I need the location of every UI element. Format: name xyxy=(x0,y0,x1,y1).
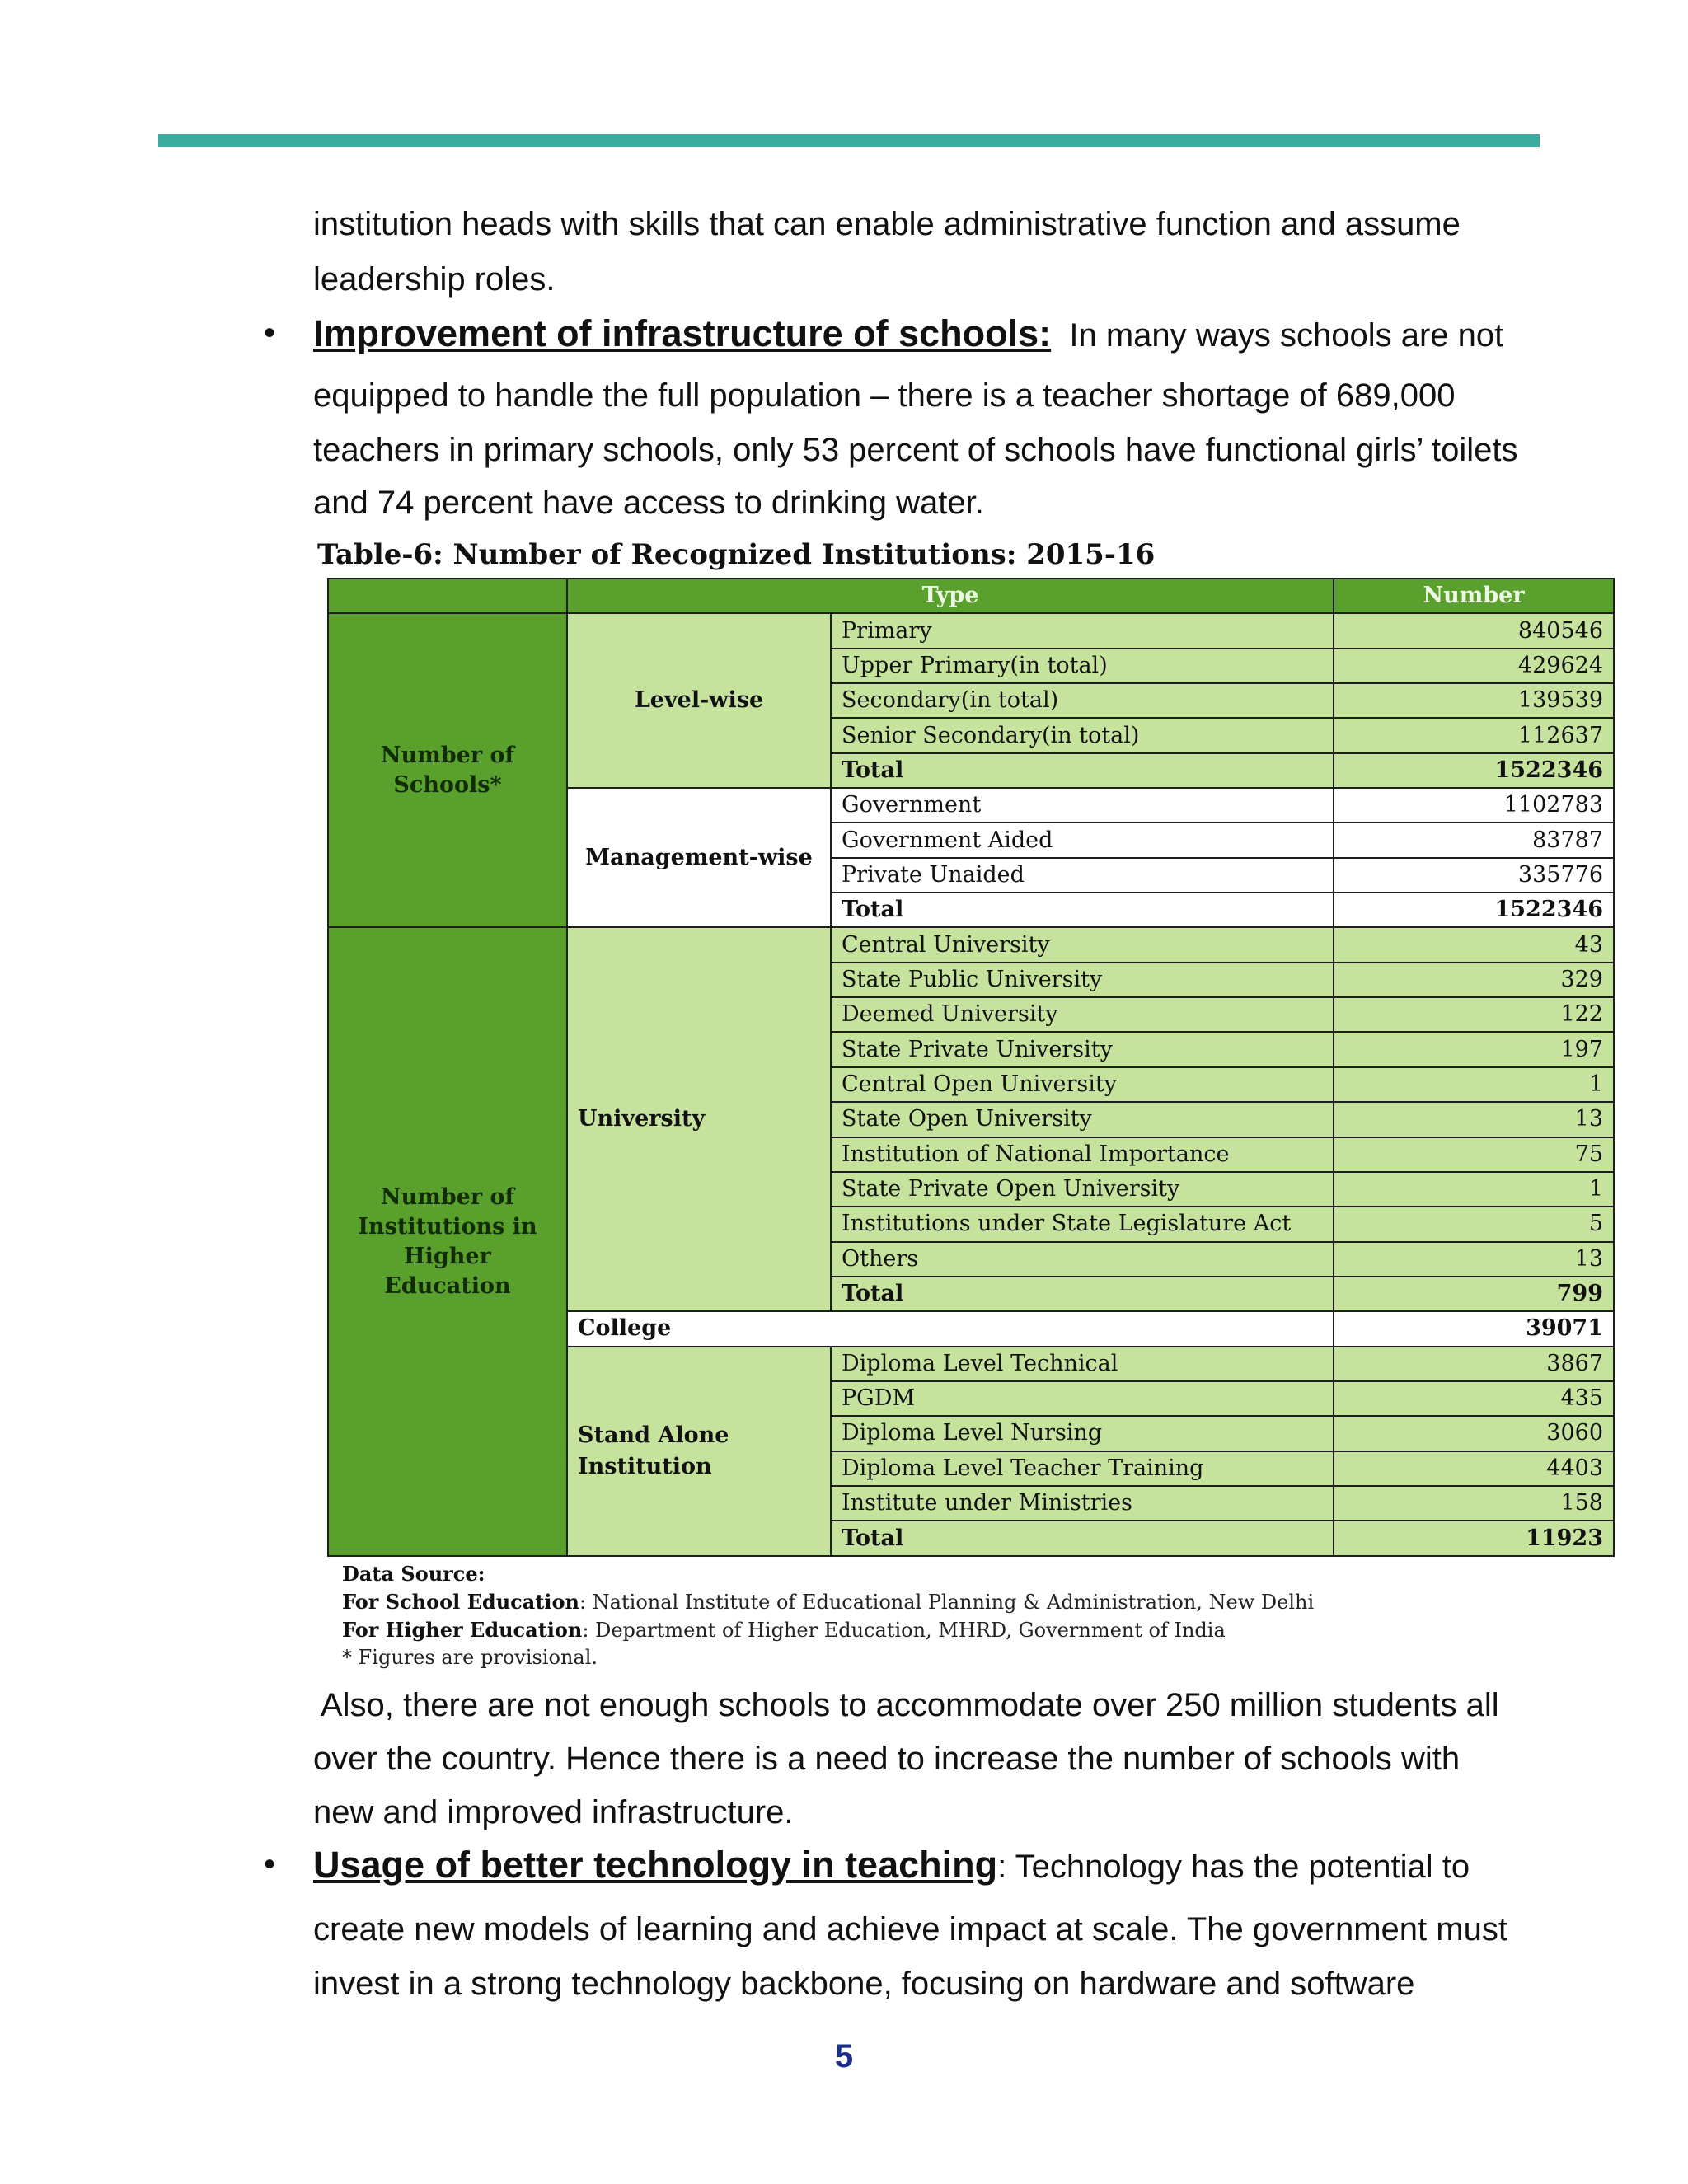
source-higher-line xyxy=(342,1616,1496,1644)
college-number: 39071 xyxy=(1334,1311,1614,1346)
type-cell: State Open University xyxy=(831,1102,1334,1137)
total-type-cell: Total xyxy=(831,893,1334,927)
total-number-cell: 1522346 xyxy=(1334,753,1614,788)
number-cell: 122 xyxy=(1334,997,1614,1032)
body-line: new and improved infrastructure. xyxy=(313,1794,794,1830)
number-cell: 335776 xyxy=(1334,858,1614,893)
source-school-label: For School Education xyxy=(342,1590,579,1614)
type-cell: Institutions under State Legislature Act xyxy=(831,1207,1334,1241)
number-cell: 4403 xyxy=(1334,1451,1614,1486)
type-cell: Upper Primary(in total) xyxy=(831,649,1334,683)
type-cell: Diploma Level Nursing xyxy=(831,1416,1334,1451)
total-number-cell: 1522346 xyxy=(1334,893,1614,927)
management-wise-label: Management-wise xyxy=(567,788,831,927)
type-cell: Diploma Level Technical xyxy=(831,1347,1334,1381)
standalone-label: Stand Alone Institution xyxy=(567,1347,831,1556)
bullet-heading-line xyxy=(313,1838,1632,1894)
section-heading-infrastructure: Improvement of infrastructure of schools: xyxy=(313,312,1052,354)
type-cell: Deemed University xyxy=(831,997,1334,1032)
body-line: create new models of learning and achieve impact at scale. The government must xyxy=(313,1911,1507,1947)
institutions-table xyxy=(327,578,1615,1557)
type-cell: Central University xyxy=(831,927,1334,962)
source-school-text: : National Institute of Educational Planning & Administration, New Delhi xyxy=(579,1591,1315,1614)
total-type-cell: Total xyxy=(831,753,1334,788)
number-cell: 840546 xyxy=(1334,613,1614,648)
number-cell: 197 xyxy=(1334,1032,1614,1066)
university-label: University xyxy=(567,927,831,1311)
bullet-heading-line xyxy=(313,307,1632,363)
header-rule xyxy=(158,134,1540,147)
number-cell: 75 xyxy=(1334,1137,1614,1172)
number-cell: 112637 xyxy=(1334,718,1614,752)
body-line: institution heads with skills that can enable administrative function and assume xyxy=(313,206,1461,242)
type-cell: Primary xyxy=(831,613,1334,648)
total-type-cell: Total xyxy=(831,1521,1334,1556)
data-source-note xyxy=(342,1560,1496,1671)
bullet-glyph: • xyxy=(264,315,276,351)
number-cell: 435 xyxy=(1334,1381,1614,1416)
type-cell: State Private University xyxy=(831,1032,1334,1066)
number-cell: 429624 xyxy=(1334,649,1614,683)
source-school-line xyxy=(342,1588,1496,1616)
number-cell: 13 xyxy=(1334,1242,1614,1277)
table-header-row xyxy=(328,579,1614,613)
body-line: equipped to handle the full population – there is a teacher shortage of 689,000 xyxy=(313,377,1456,414)
bullet-glyph: • xyxy=(264,1846,276,1882)
number-cell: 83787 xyxy=(1334,823,1614,857)
type-cell: State Public University xyxy=(831,963,1334,997)
provisional-note: * Figures are provisional. xyxy=(342,1646,598,1669)
type-cell: Government xyxy=(831,788,1334,823)
type-cell: PGDM xyxy=(831,1381,1334,1416)
number-cell: 5 xyxy=(1334,1207,1614,1241)
number-cell: 1102783 xyxy=(1334,788,1614,823)
type-cell: Senior Secondary(in total) xyxy=(831,718,1334,752)
college-label: College xyxy=(567,1311,1334,1346)
page-number: 5 xyxy=(834,2038,854,2074)
body-line: and 74 percent have access to drinking water. xyxy=(313,485,984,521)
table-row xyxy=(328,927,1614,962)
type-cell: Private Unaided xyxy=(831,858,1334,893)
body-line: invest in a strong technology backbone, focusing on hardware and software xyxy=(313,1966,1415,2002)
table-title: Table-6: Number of Recognized Institutions: 2015-16 xyxy=(317,538,1156,571)
number-cell: 158 xyxy=(1334,1486,1614,1521)
number-cell: 1 xyxy=(1334,1067,1614,1102)
total-number-cell: 799 xyxy=(1334,1277,1614,1311)
number-cell: 3867 xyxy=(1334,1347,1614,1381)
number-cell: 1 xyxy=(1334,1172,1614,1207)
total-number-cell: 11923 xyxy=(1334,1521,1614,1556)
type-cell: Institution of National Importance xyxy=(831,1137,1334,1172)
section-heading-technology: Usage of better technology in teaching xyxy=(313,1844,998,1886)
type-cell: Central Open University xyxy=(831,1067,1334,1102)
body-line: over the country. Hence there is a need to increase the number of schools with xyxy=(313,1741,1461,1777)
type-cell: Government Aided xyxy=(831,823,1334,857)
type-cell: Institute under Ministries xyxy=(831,1486,1334,1521)
number-cell: 43 xyxy=(1334,927,1614,962)
number-cell: 329 xyxy=(1334,963,1614,997)
bullet-lead-text: In many ways schools are not xyxy=(1069,317,1504,354)
level-wise-label: Level-wise xyxy=(567,613,831,788)
body-line: Also, there are not enough schools to accommodate over 250 million students all xyxy=(313,1687,1499,1723)
source-heading: Data Source: xyxy=(342,1562,485,1586)
bullet-lead-text: Technology has the potential to xyxy=(1006,1849,1470,1885)
header-number: Number xyxy=(1334,579,1614,613)
schools-group-label: Number of Schools* xyxy=(328,613,567,927)
body-line: teachers in primary schools, only 53 percent of schools have functional girls’ toilets xyxy=(313,432,1518,468)
source-higher-text: : Department of Higher Education, MHRD, Government of India xyxy=(582,1619,1226,1642)
heading-colon: : xyxy=(997,1849,1007,1885)
type-cell: Others xyxy=(831,1242,1334,1277)
type-cell: Secondary(in total) xyxy=(831,683,1334,718)
type-cell: Diploma Level Teacher Training xyxy=(831,1451,1334,1486)
total-type-cell: Total xyxy=(831,1277,1334,1311)
header-blank-cell xyxy=(328,579,567,613)
number-cell: 139539 xyxy=(1334,683,1614,718)
number-cell: 13 xyxy=(1334,1102,1614,1137)
number-cell: 3060 xyxy=(1334,1416,1614,1451)
header-type: Type xyxy=(567,579,1334,613)
body-line: leadership roles. xyxy=(313,261,556,298)
source-higher-label: For Higher Education xyxy=(342,1618,583,1642)
type-cell: State Private Open University xyxy=(831,1172,1334,1207)
table-row xyxy=(328,613,1614,648)
higher-education-group-label: Number of Institutions in Higher Education xyxy=(328,927,567,1556)
